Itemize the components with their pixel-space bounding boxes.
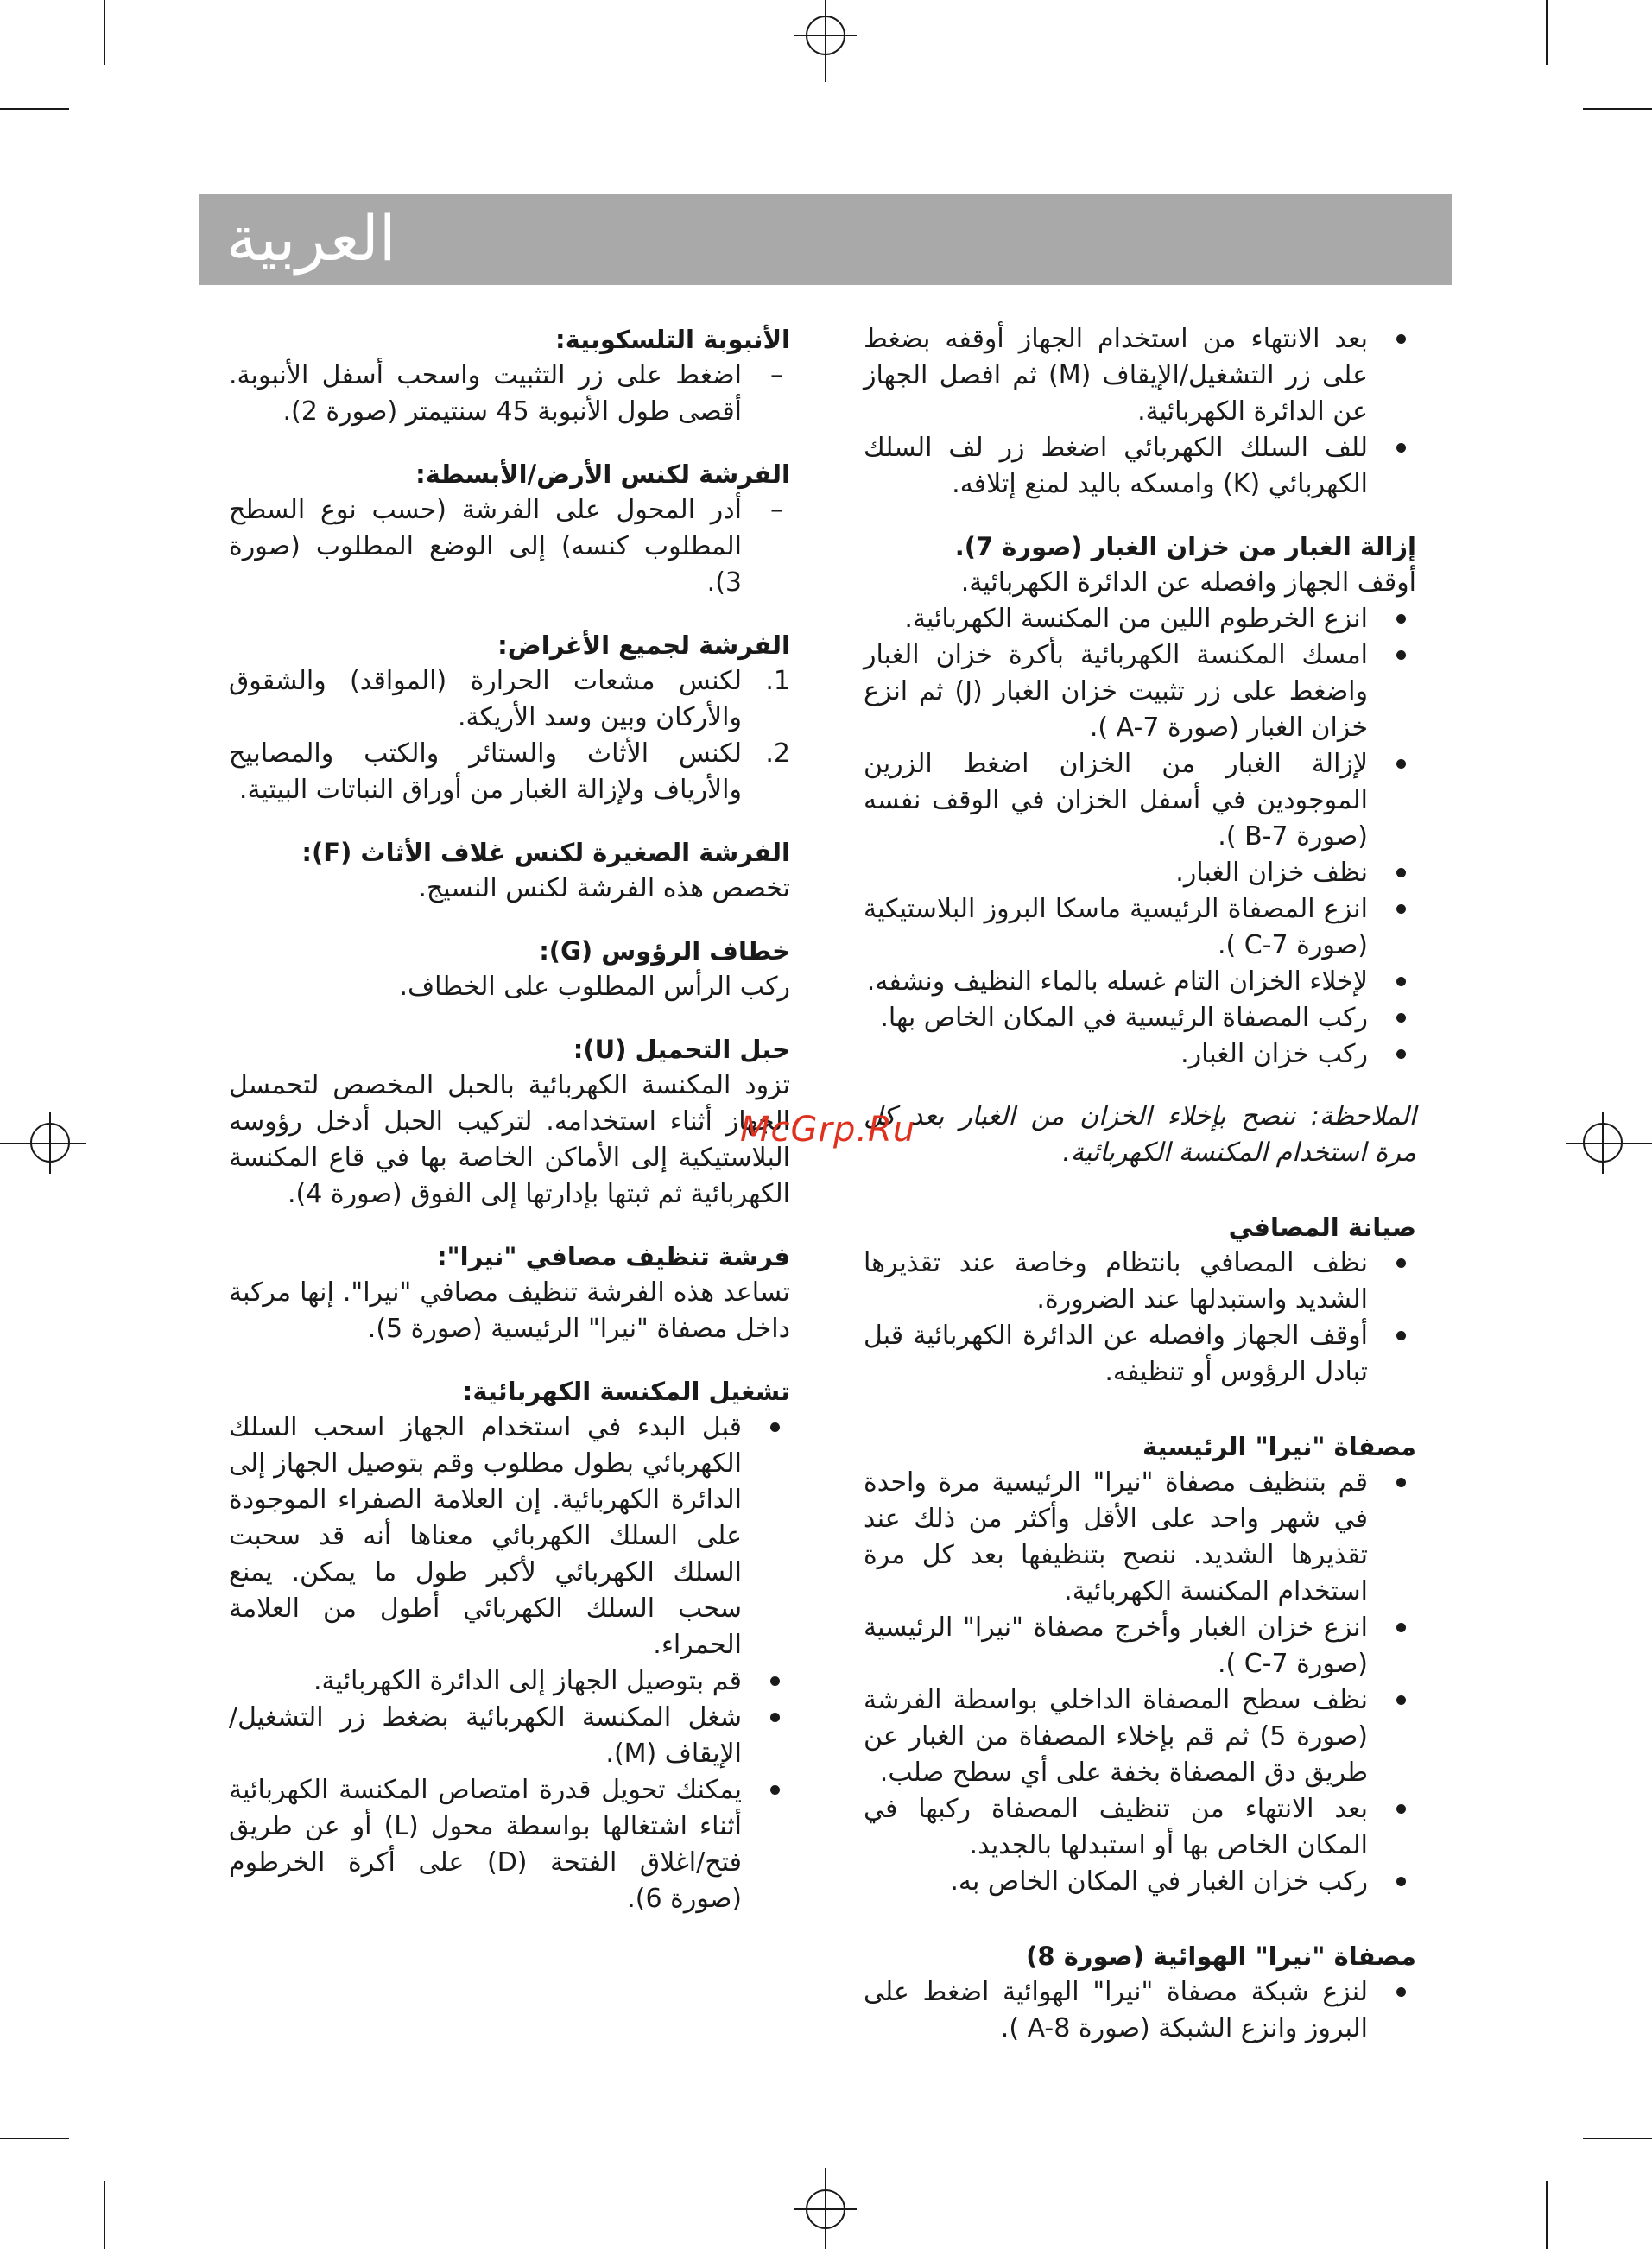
list-item: ركب خزان الغبار في المكان الخاص به. <box>864 1864 1416 1900</box>
note-text: الملاحظة: ننصح بإخلاء الخزان من الغبار بعد كل مرة استخدام المكنسة الكهربائية. <box>864 1101 1416 1168</box>
list-item: نظف خزان الغبار. <box>864 855 1416 891</box>
section-heading: الفرشة لكنس الأرض/الأبسطة: <box>415 459 790 489</box>
bullet-icon <box>770 1422 780 1432</box>
list-item: انزع المصفاة الرئيسية ماسكا البروز البلاستيكية (صورة C-7 ). <box>864 891 1416 964</box>
list-item: 1. لكنس مشعات الحرارة (المواقد) والشقوق والأركان وبين وسد الأريكة. <box>229 666 790 732</box>
bullet-icon <box>1396 1013 1406 1023</box>
bullet-icon <box>1396 1695 1406 1705</box>
trim-mark-left-top <box>0 108 69 110</box>
trim-mark-right-top <box>1583 108 1652 110</box>
filters-list <box>864 1245 1416 1391</box>
list-item: نظف المصافي بانتظام وخاصة عند تقذيرها الشديد واستبدلها عند الضرورة. <box>864 1245 1416 1318</box>
dust-list <box>864 601 1416 1073</box>
list-item: بعد الانتهاء من استخدام الجهاز أوقفه بضغط على زر التشغيل/الإيقاف (M) ثم افصل الجهاز عن الدائرة الكهربائية. <box>864 321 1416 430</box>
bullet-icon <box>1396 1804 1406 1814</box>
bullet-icon <box>1396 614 1406 624</box>
bullet-icon <box>1396 1258 1406 1268</box>
bullet-icon <box>1396 1478 1406 1487</box>
bullet-icon <box>770 1713 780 1722</box>
floor-list <box>229 492 790 601</box>
registration-mark-left <box>19 1112 81 1174</box>
bullet-icon <box>1396 1331 1406 1340</box>
left-column <box>229 321 790 1917</box>
trim-mark-right-bottom <box>1583 2138 1652 2139</box>
bullet-icon <box>1396 1987 1406 1997</box>
section-heading: صيانة المصافي <box>1228 1213 1416 1242</box>
list-item: أوقف الجهاز وافصله عن الدائرة الكهربائية قبل تبادل الرؤوس أو تنظيفه. <box>864 1318 1416 1391</box>
list-item: انزع الخرطوم اللين من المكنسة الكهربائية. <box>864 601 1416 637</box>
bullet-icon <box>1396 868 1406 877</box>
section-heading: الأنبوبة التلسكوبية: <box>555 325 790 354</box>
trim-mark-top-right <box>1546 0 1548 65</box>
bullet-icon <box>1396 1877 1406 1886</box>
list-item: – أدر المحول على الفرشة (حسب نوع السطح المطلوب كنسه) إلى الوضع المطلوب (صورة 3). <box>229 492 790 601</box>
list-item: ركب خزان الغبار. <box>864 1036 1416 1073</box>
intro-list <box>864 321 1416 503</box>
trim-mark-bottom-left <box>104 2181 105 2249</box>
list-item: قم بتنظيف مصفاة "نيرا" الرئيسية مرة واحدة في شهر واحد على الأقل وأكثر من ذلك عند تقذيرها الشديد. ننصح بتنظيفها بعد كل مرة استخدام المكنسة الكهربائية. <box>864 1465 1416 1610</box>
bullet-icon <box>770 1785 780 1795</box>
list-item: نظف سطح المصفاة الداخلي بواسطة الفرشة (صورة 5) ثم قم بإخلاء المصفاة من الغبار عن طريق دق المصفاة بخفة على أي سطح صلب. <box>864 1682 1416 1791</box>
paragraph: تساعد هذه الفرشة تنظيف مصافي "نيرا". إنها مركبة داخل مصفاة "نيرا" الرئيسية (صورة 5). <box>229 1277 790 1344</box>
trim-mark-bottom-right <box>1546 2181 1548 2249</box>
list-item: قم بتوصيل الجهاز إلى الدائرة الكهربائية. <box>229 1663 790 1700</box>
dash-icon: – <box>770 360 783 390</box>
trim-mark-top-left <box>104 0 105 65</box>
bullet-icon <box>1396 1049 1406 1059</box>
section-heading: تشغيل المكنسة الكهربائية: <box>462 1377 790 1406</box>
list-item: لإزالة الغبار من الخزان اضغط الزرين الموجودين في أسفل الخزان في الوقف نفسه (صورة B-7 ). <box>864 746 1416 855</box>
list-item: انزع خزان الغبار وأخرج مصفاة "نيرا" الرئيسية (صورة C-7 ). <box>864 1610 1416 1682</box>
tube-list <box>229 358 790 430</box>
air-filter-list <box>864 1974 1416 2047</box>
section-heading: مصفاة "نيرا" الهوائية (صورة 8) <box>1026 1942 1416 1971</box>
trim-mark-left-bottom <box>0 2138 69 2139</box>
section-heading: الفرشة الصغيرة لكنس غلاف الأثاث (F): <box>301 838 790 867</box>
list-item: – اضغط على زر التثبيت واسحب أسفل الأنبوبة. أقصى طول الأنبوبة 45 سنتيمتر (صورة 2). <box>229 358 790 430</box>
bullet-icon <box>1396 904 1406 914</box>
main-filter-list <box>864 1465 1416 1900</box>
list-item: شغل المكنسة الكهربائية بضغط زر التشغيل/الإيقاف (M). <box>229 1700 790 1772</box>
section-heading: فرشة تنظيف مصافي "نيرا": <box>436 1242 790 1271</box>
section-heading: الفرشة لجميع الأغراض: <box>497 630 790 660</box>
paragraph: تخصص هذه الفرشة لكنس النسيج. <box>418 873 790 903</box>
list-item: امسك المكنسة الكهربائية بأكرة خزان الغبار واضغط على زر تثبيت خزان الغبار (J) ثم انزع خزان الغبار (صورة A-7 ). <box>864 637 1416 746</box>
language-header-banner <box>199 194 1452 285</box>
list-item: قبل البدء في استخدام الجهاز اسحب السلك الكهربائي بطول مطلوب وقم بتوصيل الجهاز إلى الدائرة الكهربائية. إن العلامة الصفراء الموجودة على السلك الكهربائي معناها أنه قد سحبت السلك الكهربائي لأكبر طول ما يمكن. يمنع سحب السلك الكهربائي أطول من العلامة الحمراء. <box>229 1410 790 1663</box>
registration-mark-top <box>794 4 857 67</box>
paragraph: تزود المكنسة الكهربائية بالحبل المخصص لتحمسل الجهاز أثناء استخدامه. لتركيب الحبل أدخل رؤوسه البلاستيكية إلى الأماكن الخاصة بها في قاع المكنسة الكهربائية ثم ثبتها بإدارتها إلى الفوق (صورة 4). <box>229 1070 790 1209</box>
section-heading: خطاف الرؤوس (G): <box>539 936 790 966</box>
bullet-icon <box>1396 1623 1406 1632</box>
operation-list <box>229 1410 790 1917</box>
list-item: لنزع شبكة مصفاة "نيرا" الهوائية اضغط على البروز وانزع الشبكة (صورة A-8 ). <box>864 1974 1416 2047</box>
registration-mark-right <box>1572 1112 1634 1174</box>
section-heading: مصفاة "نيرا" الرئيسية <box>1142 1432 1416 1461</box>
list-item: لإخلاء الخزان التام غسله بالماء النظيف ونشفه. <box>864 964 1416 1000</box>
bullet-icon <box>1396 650 1406 660</box>
dash-icon: – <box>770 495 783 525</box>
paragraph: أوقف الجهاز وافصله عن الدائرة الكهربائية. <box>960 567 1416 598</box>
bullet-icon <box>1396 443 1406 453</box>
right-column <box>864 321 1416 2047</box>
list-item: للف السلك الكهربائي اضغط زر لف السلك الكهربائي (K) وامسكه باليد لمنع إتلافه. <box>864 430 1416 503</box>
paragraph: ركب الرأس المطلوب على الخطاف. <box>399 972 790 1002</box>
bullet-icon <box>1396 977 1406 986</box>
section-heading: حبل التحميل (U): <box>573 1035 790 1064</box>
bullet-icon <box>1396 759 1406 769</box>
list-item: 2. لكنس الأثاث والستائر والكتب والمصابيح والأرياف ولإزالة الغبار من أوراق النباتات البيتية. <box>229 738 790 805</box>
section-heading: إزالة الغبار من خزان الغبار (صورة 7). <box>954 532 1416 561</box>
bullet-icon <box>770 1676 780 1686</box>
watermark-text: McGrp.Ru <box>740 1110 916 1150</box>
multi-list <box>229 663 790 808</box>
registration-mark-bottom <box>794 2178 857 2240</box>
list-item: بعد الانتهاء من تنظيف المصفاة ركبها في المكان الخاص بها أو استبدلها بالجديد. <box>864 1791 1416 1864</box>
list-item: يمكنك تحويل قدرة امتصاص المكنسة الكهربائية أثناء اشتغالها بواسطة محول (L) أو عن طريق فتح/اغلاق الفتحة (D) على أكرة الخرطوم (صورة 6). <box>229 1772 790 1917</box>
bullet-icon <box>1396 334 1406 344</box>
list-item: ركب المصفاة الرئيسية في المكان الخاص بها. <box>864 1000 1416 1036</box>
page-title: العربية <box>226 202 396 275</box>
